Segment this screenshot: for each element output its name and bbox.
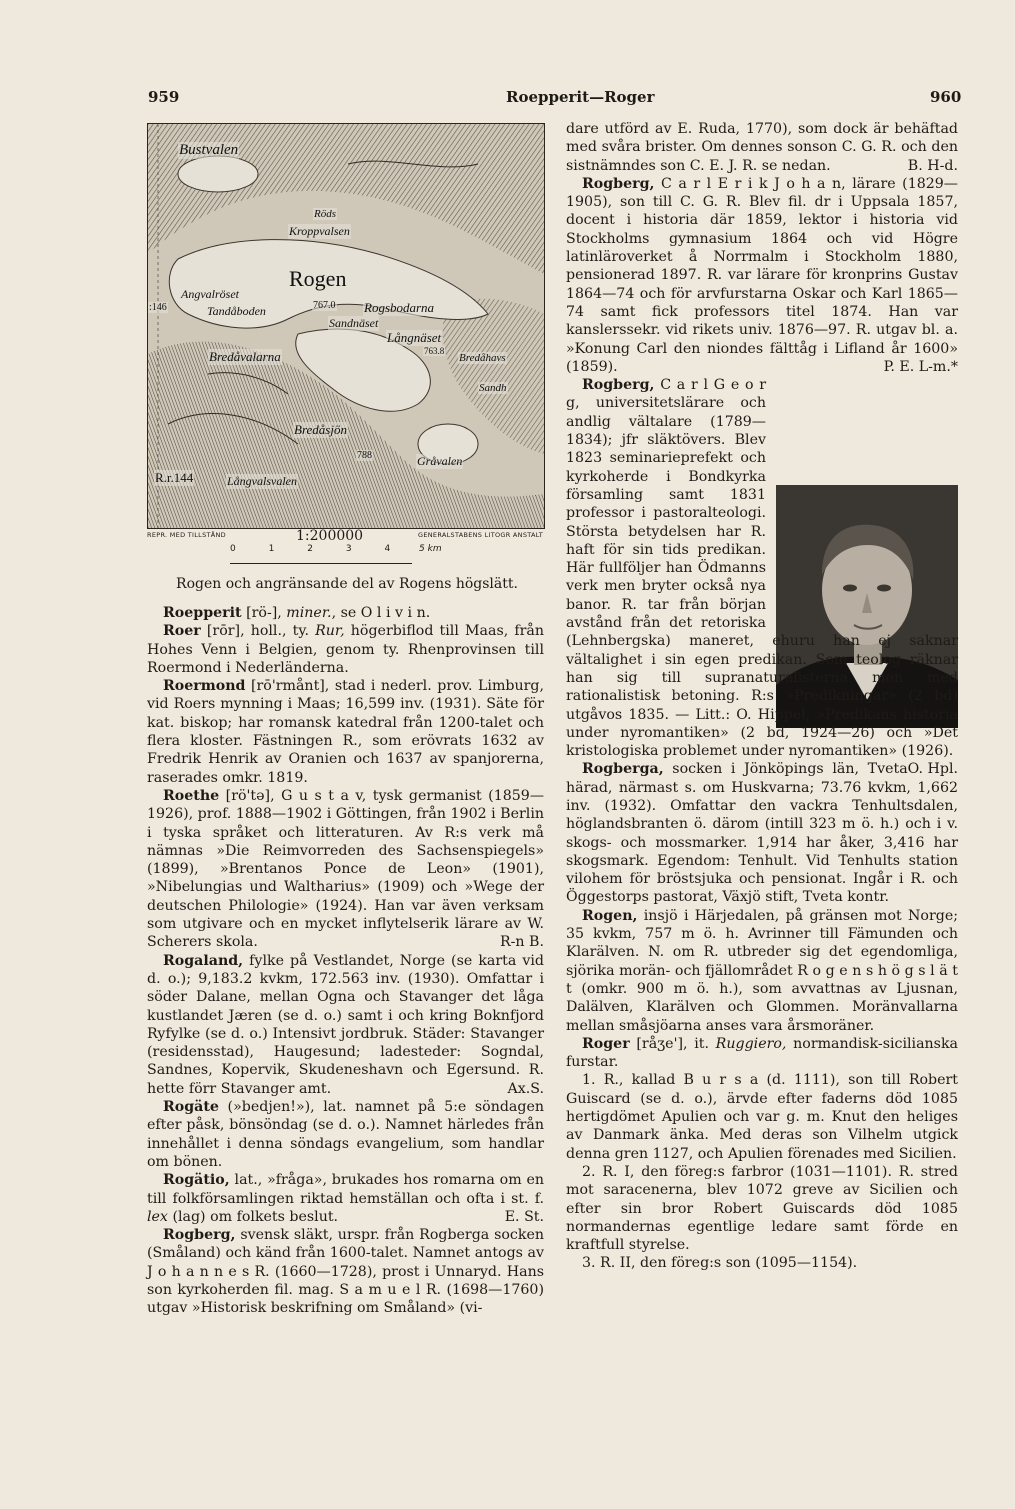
entry-text: (d. 1111), son till Robert Guiscard (se d. o.), ärvde efter faderns död 1085 hertigdömet Apulien och var g. m. Knut den heliges av Danmark änka. Med deras son Vilhelm utgick denna gren 1127, och Apulien förenades med Sicilien. [566, 1072, 958, 1162]
entry-roger-2 [566, 1163, 958, 1254]
map-label: :146 [149, 302, 167, 313]
entry-text: [rō'rmånt], stad i nederl. prov. Limburg, vid Roers mynning i Maas; 16,599 inv. (1931). Säte för kat. biskop; har romansk katedral från 1200-talet och flera kloster. Fästningen R., som erövrats 1632 av Fredrik Henrik av Oranien och 1637 av spanjorerna, raserades omkr. 1819. [147, 678, 544, 786]
entry-text: 2. R. I, den föreg:s farbror (1031—1101). R. stred mot saracenerna, blev 1072 greve av Sicilien och efter sin bror Robert Guiscards död 1085 normandernas egentlige ledare samt förde en kraftfull styrelse. [566, 1163, 958, 1254]
map-scale: 1:200000 [296, 528, 364, 544]
entry-text: svensk släkt, urspr. från Rogberga socken (Småland) och känd från 1600-talet. Namnet antogs av [147, 1227, 544, 1262]
entry-rogberga [566, 760, 958, 906]
portrait-float-space [766, 376, 958, 626]
map-caption: Rogen och angränsande del av Rogens högslätt. [176, 576, 518, 592]
entry-headword: Rogätio, [163, 1172, 230, 1189]
scale-tick: 3 [345, 544, 352, 554]
map-label: Röds [314, 208, 336, 220]
entry-rogberg-carl-erik-johan [566, 175, 958, 376]
entry-text: [rōr], holl., ty. [200, 623, 316, 640]
entry-signature: Ax.S. [507, 1080, 544, 1097]
running-title: Roepperit—Roger [506, 88, 655, 106]
right-column [566, 120, 958, 1273]
entry-signature: P. E. L-m.* [883, 358, 958, 375]
entry-headword: Rogäte [163, 1099, 219, 1116]
map-label: Gråvalen [417, 454, 463, 468]
scale-tick: 2 [307, 544, 313, 554]
entry-signature: E. St. [504, 1208, 544, 1225]
entry-headword: Rogberg, [582, 377, 655, 394]
entry-rogaland [147, 952, 544, 1098]
entry-italic: Ruggiero, [715, 1035, 787, 1052]
map-reproduction-note: REPR. MED TILLSTÅND [147, 531, 226, 539]
entry-text: universitetslärare och andlig vältalare (1789—1834); jfr släktövers. Blev 1823 seminarieprefekt och kyrkoherde i Bondkyrka församling samt 1831 professor i pastoralteologi. Största betydelsen har R. haft för sin tids predikan. Här fullföljer han Ödmanns verk men bryter också nya banor. R. tar från början avstånd från det retoriska (Lehnbergska) maneret, ehuru han ej saknar vältalighet i sin egen predikan. Som teolog räknar han sig till supranaturalisterna men med rationalistisk betoning. R:s »Predikningar» (2 bd) utgåvos 1835. — Litt.: O. Hippel, »Predikans historia under nyromantiken» (2 bd, 1924—26) och »Det kristologiska problemet under nyromantiken» (1926). [566, 395, 958, 760]
map-label: Sandnäset [329, 316, 379, 330]
entry-signature: R-n B. [499, 934, 544, 951]
entry-spaced-name: C a r l G e o r g, [566, 377, 766, 412]
entry-headword: Roepperit [163, 605, 242, 621]
entry-headword: Rogen, [582, 907, 638, 924]
entry-spaced-name: C a r l E r i k J o h a n, [654, 175, 846, 192]
entry-roger-3 [566, 1254, 958, 1272]
entry-headword: Roermond [163, 678, 246, 695]
entry-spaced-name: G u s t a v [281, 787, 362, 804]
entry-headword: Roethe [163, 787, 220, 804]
entry-headword: Rogaland, [163, 952, 244, 969]
map-label: 767.0 [313, 300, 336, 311]
entry-rogberg [147, 1226, 544, 1317]
entry-headword: Roer [163, 623, 201, 640]
entry-spaced-name: B u r s a [683, 1072, 759, 1089]
entry-text: normandisk-sicilianska furstar. [566, 1035, 958, 1071]
entry-spaced-name: S a m u e l [339, 1281, 421, 1298]
entry-text: 1. R., kallad [582, 1072, 684, 1089]
map-label: Angvalröset [181, 287, 239, 301]
entry-text: dare utförd av E. Ruda, 1770), som dock är behäftad med svåra brister. Om dennes sonson C. G. R. och den sistnämndes son C. E. J. R. se nedan. [566, 121, 958, 174]
scale-bar [230, 557, 412, 564]
map-label: Bredåvalarna [209, 349, 281, 364]
entry-text: 3. R. II, den föreg:s son (1095—1154). [582, 1255, 858, 1272]
entry-text: (omkr. 900 m ö. h.), som avvattnas av Ljusnan, Dalälven, Klarälven och Glommen. Moränvallarna mellan småsjöarna anses vara årsmoräner. [566, 980, 958, 1034]
map-label: Rogsbodarna [364, 300, 435, 315]
entry-text: [rö'tə], [219, 787, 282, 804]
entry-text: fylke på Vestlandet, Norge (se karta vid d. o.); 9,183.2 kvkm, 172.563 inv. (1930). Omfattar i söder Dalane, mellan Ogna och Stavanger det låga kustlandet Jæren (se d. o.) samt i och kring Boknfjord Ryfylke (se d. o.) Intensivt jordbruk. Städer: Stavanger (residensstad), Haugesund; ladesteder: Sogndal, Sandnes, Kopervik, Skudeneshavn och Egersund. R. hette förr Stavanger amt. [147, 952, 544, 1097]
entry-roger-1 [566, 1071, 958, 1162]
entry-headword: Roger [582, 1035, 630, 1052]
entry-headword: Rogberg, [582, 175, 655, 192]
map-figure [147, 123, 545, 529]
entry-text: lärare (1829—1905), son till C. G. R. Blev fil. dr i Uppsala 1857, docent i historia där 1859, lektor i historia vid Stockholms gymnasium 1864 och vid Högre latinläroverket å Norrmalm i Stockholm 1880, pensionerad 1897. R. var lärare för kronprins Gustav 1864—74 och för arvfurstarna Oskar och Karl 1865—74 samt fick professors titel 1874. Han var kanslerssekr. vid rikets univ. 1876—97. R. utgav bl. a. »Konung Carl den niondes fälttåg i Lifland år 1600» (1859). [566, 175, 958, 375]
entry-signature: O. Hpl. [907, 761, 958, 778]
map-title: Rogen [289, 266, 347, 291]
scale-tick: 4 [384, 544, 391, 554]
entry-text: [råʒe'], it. [629, 1035, 716, 1052]
page-number-right: 960 [930, 88, 962, 106]
scale-tick: 0 [230, 544, 236, 554]
entry-text: , se O l i v i n. [331, 605, 431, 621]
entry-text: högerbiflod till Maas, från Hohes Venn i Belgien, genom ty. Rhenprovinsen till Roermond i Nederländerna. [147, 623, 544, 676]
map-label: R.r.144 [155, 470, 194, 485]
entry-roer [147, 622, 544, 677]
entry-spaced-name: J o h a n n e s [147, 1263, 250, 1280]
map-label: Sandh [479, 382, 507, 394]
entry-headword: Rogberga, [582, 761, 664, 778]
map-label: Tandåboden [207, 304, 266, 318]
entry-rogen [566, 907, 958, 1035]
entry-text: (lag) om folkets beslut. [167, 1208, 339, 1225]
entry-text: [rö-], [241, 605, 287, 621]
entry-roethe [147, 787, 544, 952]
scale-tick: 5 km [419, 544, 442, 554]
left-column [147, 604, 544, 1318]
entry-text: (»bedjen!»), lat. namnet på 5:e söndagen efter påsk, bönsöndag (se d. o.). Namnet härledes från innehållet i denna söndags evangelium, som handlar om bönen. [147, 1099, 544, 1170]
map-label: 763.8 [424, 346, 445, 356]
page-number-left: 959 [148, 88, 180, 106]
map-label: Långnäset [387, 330, 442, 345]
entry-headword: Rogberg, [163, 1227, 236, 1244]
entry-italic: miner. [286, 605, 332, 621]
map-label: Kroppvalsen [289, 224, 350, 238]
entry-continuation [566, 120, 958, 175]
scale-tick: 1 [268, 544, 275, 554]
entry-text: R. (1660—1728), prost i Unnaryd. Hans son kyrkoherden fil. mag. [147, 1263, 544, 1298]
map-label: Bustvalen [179, 142, 239, 158]
map-publisher-note: GENERALSTABENS LITOGR ANSTALT [418, 531, 544, 539]
entry-italic: lex [147, 1208, 168, 1225]
entry-italic: Rur, [315, 623, 345, 640]
entry-roger [566, 1035, 958, 1072]
entry-text: insjö i Härjedalen, på gränsen mot Norge; 35 kvkm, 757 m ö. h. Avrinner till Fämunden och Klarälven. N. om R. utbreder sig det egendomliga, sjörika morän- och fjällområdet [566, 907, 958, 979]
entry-text: lat., »fråga», brukades hos romarna om en till folkförsamlingen riktad hemställan och ofta i st. f. [147, 1172, 544, 1207]
entry-roepperit [147, 604, 544, 622]
map-label: Långvalsvalen [227, 474, 297, 488]
entry-roermond [147, 677, 544, 787]
scale-tick-labels [230, 544, 442, 554]
map-label: 788 [357, 450, 372, 461]
entry-text: , tysk germanist (1859—1926), prof. 1888—1902 i Göttingen, från 1902 i Berlin i tyska språket och litteraturen. Av R:s verk må nämnas »Die Reimvorreden des Sachsenspiegels» (1899), »Brentanos Ponce de Leon» (1901), »Nibelungias und Waltharius» (1909) och »Wege der deutschen Philologie» (1924). Han var även verksam som utgivare och en mycket inflytelserik lärare av W. Scherers skola. [147, 787, 545, 951]
entry-text: R. (1698—1760) utgav »Historisk beskrifning om Småland» (vi- [147, 1281, 544, 1317]
entry-text: socken i Jönköpings län, Tveta härad, närmast s. om Huskvarna; 73.76 kvkm, 1,662 inv. (1932). Omfattar den vackra Tenhultsdalen, höglandsbranten ö. därom (intill 323 m ö. h.) och i v. skogs- och mossmarker. 1,914 har åker, 3,416 har skogsmark. Egendom: Tenhult. Vid Tenhults station vilohem för bröstsjuka och pensionat. Ingår i R. och Öggestorps pastorat, Växjö stift, Tveta kontr. [566, 761, 958, 906]
map-label: Bredåsjön [294, 422, 347, 437]
entry-rogate [147, 1098, 544, 1171]
map-label: Bredåhavs [459, 352, 506, 364]
entry-rogatio [147, 1171, 544, 1226]
entry-signature: B. H-d. [907, 157, 958, 174]
entry-spaced-name: R o g e n s h ö g s l ä t t [566, 962, 958, 997]
